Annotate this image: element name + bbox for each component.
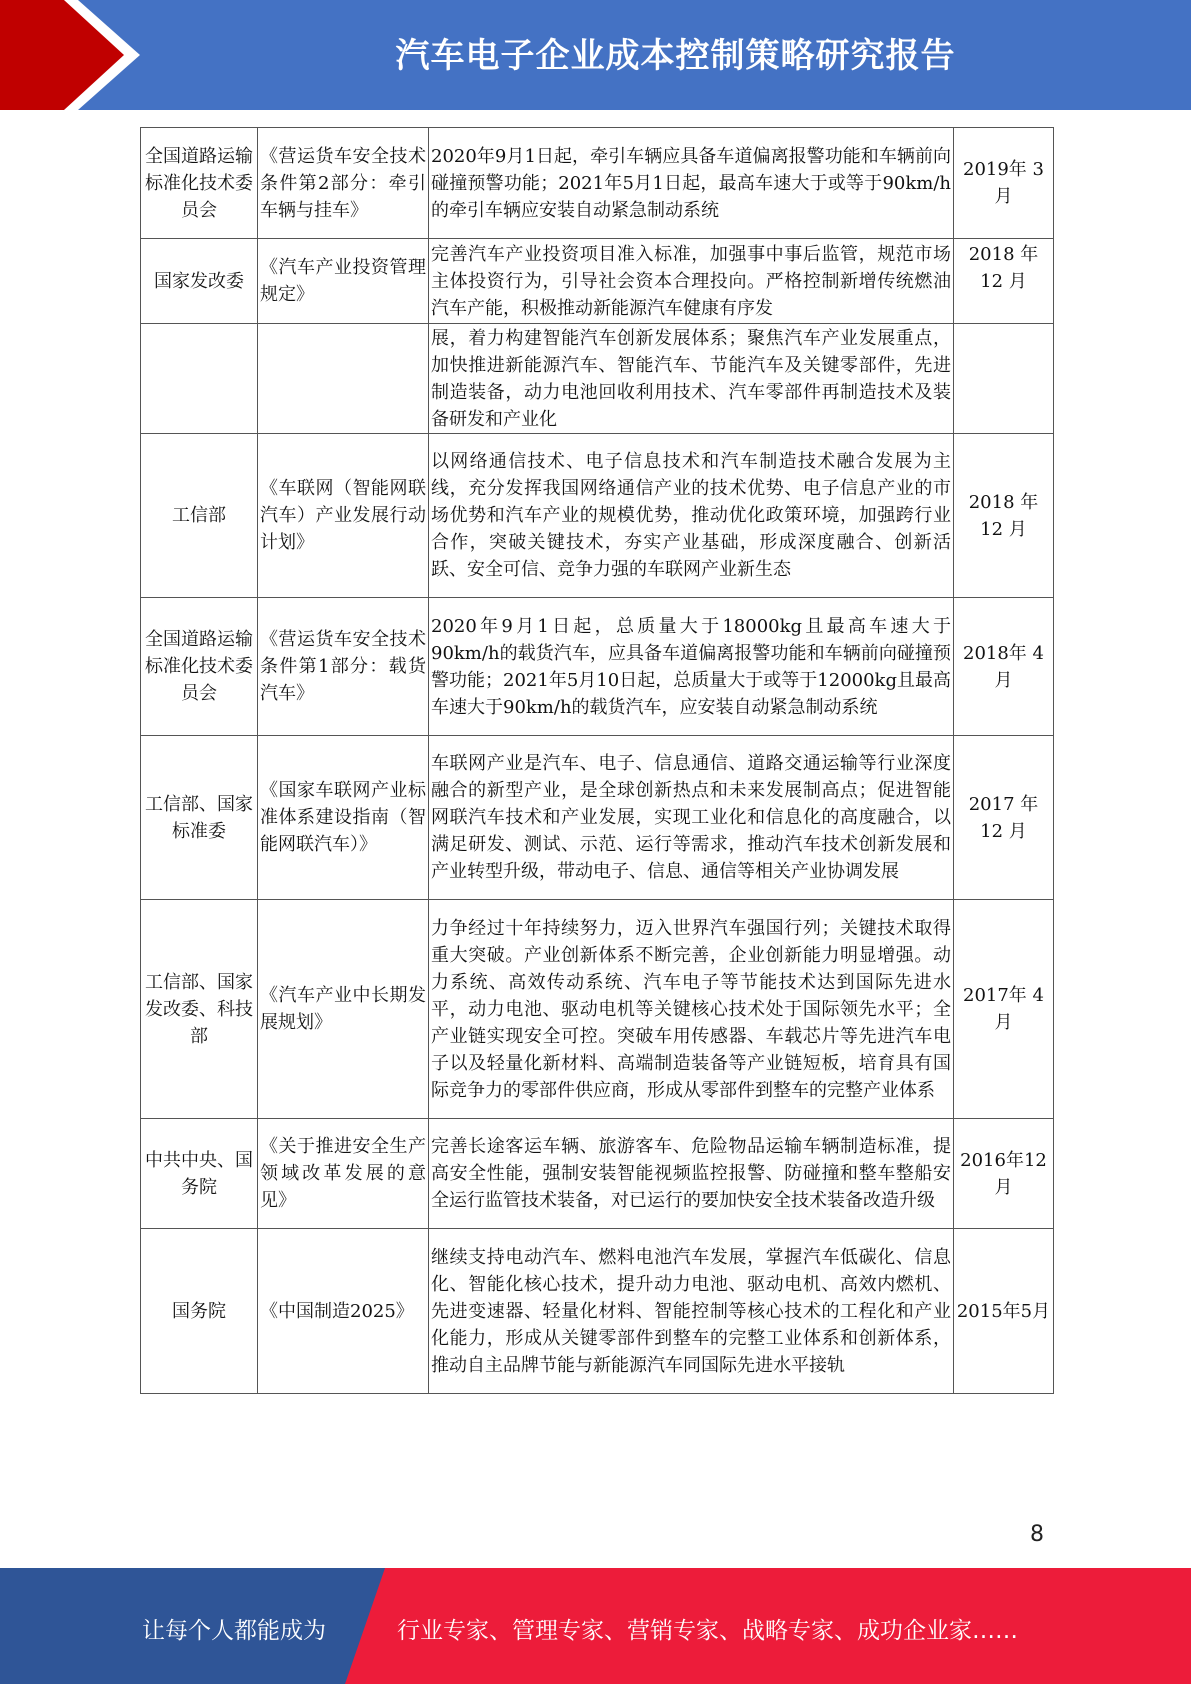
table-row bbox=[141, 1119, 1054, 1229]
table-row bbox=[141, 324, 1054, 434]
date-cell bbox=[954, 239, 1054, 324]
date-cell: 2017 年 12 月 bbox=[954, 736, 1054, 900]
content-cell: 力争经过十年持续努力，迈入世界汽车强国行列；关键技术取得重大突破。产业创新体系不断完善，企业创新能力明显增强。动力系统、高效传动系统、汽车电子等节能技术达到国际先进水平，动力电池、驱动电机等关键核心技术处于国际领先水平；全产业链实现安全可控。突破车用传感器、车载芯片等先进汽车电子以及轻量化新材料、高端制造装备等产业链短板，培育具有国际竞争力的零部件供应商，形成从零部件到整车的完整产业体系 bbox=[429, 900, 954, 1119]
date-cell: 2019年 3月 bbox=[954, 128, 1054, 239]
document-cell: 《营运货车安全技术条件第1部分：载货汽车》 bbox=[258, 598, 429, 736]
content-cell: 继续支持电动汽车、燃料电池汽车发展，掌握汽车低碳化、信息化、智能化核心技术，提升动力电池、驱动电机、高效内燃机、先进变速器、轻量化材料、智能控制等核心技术的工程化和产业化能力，形成从关键零部件到整车的完整工业体系和创新体系，推动自主品牌节能与新能源汽车同国际先进水平接轨 bbox=[429, 1229, 954, 1394]
document-cell: 《营运货车安全技术条件第2部分：牵引车辆与挂车》 bbox=[258, 128, 429, 239]
header-arrow-decoration bbox=[0, 0, 150, 110]
policy-table bbox=[140, 127, 1054, 1394]
document-cell: 《车联网（智能网联汽车）产业发展行动计划》 bbox=[258, 434, 429, 598]
table-row bbox=[141, 128, 1054, 239]
footer-slogan-left: 让每个人都能成为 bbox=[142, 1618, 326, 1644]
document-cell: 《汽车产业投资管理规定》 bbox=[258, 239, 429, 324]
org-cell: 国家发改委 bbox=[141, 239, 258, 324]
org-cell: 工信部、国家标准委 bbox=[141, 736, 258, 900]
document-cell bbox=[258, 324, 429, 434]
content-cell: 完善汽车产业投资项目准入标准，加强事中事后监管，规范市场主体投资行为，引导社会资本合理投向。严格控制新增传统燃油汽车产能，积极推动新能源汽车健康有序发 bbox=[429, 239, 954, 324]
page-number: 8 bbox=[1030, 1522, 1044, 1547]
content-cell: 完善长途客运车辆、旅游客车、危险物品运输车辆制造标准，提高安全性能，强制安装智能视频监控报警、防碰撞和整车整船安全运行监管技术装备，对已运行的要加快安全技术装备改造升级 bbox=[429, 1119, 954, 1229]
table-row bbox=[141, 900, 1054, 1119]
content-cell: 以网络通信技术、电子信息技术和汽车制造技术融合发展为主线，充分发挥我国网络通信产业的技术优势、电子信息产业的市场优势和汽车产业的规模优势，推动优化政策环境，加强跨行业合作，突破关键技术，夯实产业基础，形成深度融合、创新活跃、安全可信、竞争力强的车联网产业新生态 bbox=[429, 434, 954, 598]
org-cell: 中共中央、国务院 bbox=[141, 1119, 258, 1229]
document-cell: 《关于推进安全生产领域改革发展的意见》 bbox=[258, 1119, 429, 1229]
date-text: 2018 年 12 月 bbox=[968, 243, 1039, 292]
page-footer bbox=[0, 1568, 1191, 1684]
document-cell: 《国家车联网产业标准体系建设指南（智能网联汽车）》 bbox=[258, 736, 429, 900]
table-row bbox=[141, 736, 1054, 900]
table-row bbox=[141, 239, 1054, 324]
document-cell: 《中国制造2025》 bbox=[258, 1229, 429, 1394]
table-row bbox=[141, 434, 1054, 598]
content-cell: 展，着力构建智能汽车创新发展体系；聚焦汽车产业发展重点，加快推进新能源汽车、智能汽车、节能汽车及关键零部件，先进制造装备，动力电池回收利用技术、汽车零部件再制造技术及装备研发和产业化 bbox=[429, 324, 954, 434]
date-cell: 2018 年 12 月 bbox=[954, 434, 1054, 598]
page-header bbox=[0, 0, 1191, 110]
date-cell: 2015年5月 bbox=[954, 1229, 1054, 1394]
date-cell bbox=[954, 324, 1054, 434]
date-cell: 2016年12月 bbox=[954, 1119, 1054, 1229]
table-row bbox=[141, 1229, 1054, 1394]
content-cell: 车联网产业是汽车、电子、信息通信、道路交通运输等行业深度融合的新型产业，是全球创新热点和未来发展制高点；促进智能网联汽车技术和产业发展，实现工业化和信息化的高度融合，以满足研发、测试、示范、运行等需求，推动汽车技术创新发展和产业转型升级，带动电子、信息、通信等相关产业协调发展 bbox=[429, 736, 954, 900]
org-cell: 全国道路运输标准化技术委员会 bbox=[141, 598, 258, 736]
report-title: 汽车电子企业成本控制策略研究报告 bbox=[395, 36, 956, 76]
org-cell: 国务院 bbox=[141, 1229, 258, 1394]
date-cell: 2018年 4月 bbox=[954, 598, 1054, 736]
content-cell: 2020年9月1日起，总质量大于18000kg且最高车速大于90km/h的载货汽车，应具备车道偏离报警功能和车辆前向碰撞预警功能；2021年5月10日起，总质量大于或等于12000kg且最高车速大于90km/h的载货汽车，应安装自动紧急制动系统 bbox=[429, 598, 954, 736]
document-cell: 《汽车产业中长期发展规划》 bbox=[258, 900, 429, 1119]
org-cell: 工信部、国家发改委、科技部 bbox=[141, 900, 258, 1119]
table-row bbox=[141, 598, 1054, 736]
org-cell: 全国道路运输标准化技术委员会 bbox=[141, 128, 258, 239]
org-cell bbox=[141, 324, 258, 434]
date-cell: 2017年 4月 bbox=[954, 900, 1054, 1119]
content-cell: 2020年9月1日起，牵引车辆应具备车道偏离报警功能和车辆前向碰撞预警功能；2021年5月1日起，最高车速大于或等于90km/h的牵引车辆应安装自动紧急制动系统 bbox=[429, 128, 954, 239]
org-cell: 工信部 bbox=[141, 434, 258, 598]
footer-slogan-right: 行业专家、管理专家、营销专家、战略专家、成功企业家…… bbox=[397, 1618, 1018, 1644]
